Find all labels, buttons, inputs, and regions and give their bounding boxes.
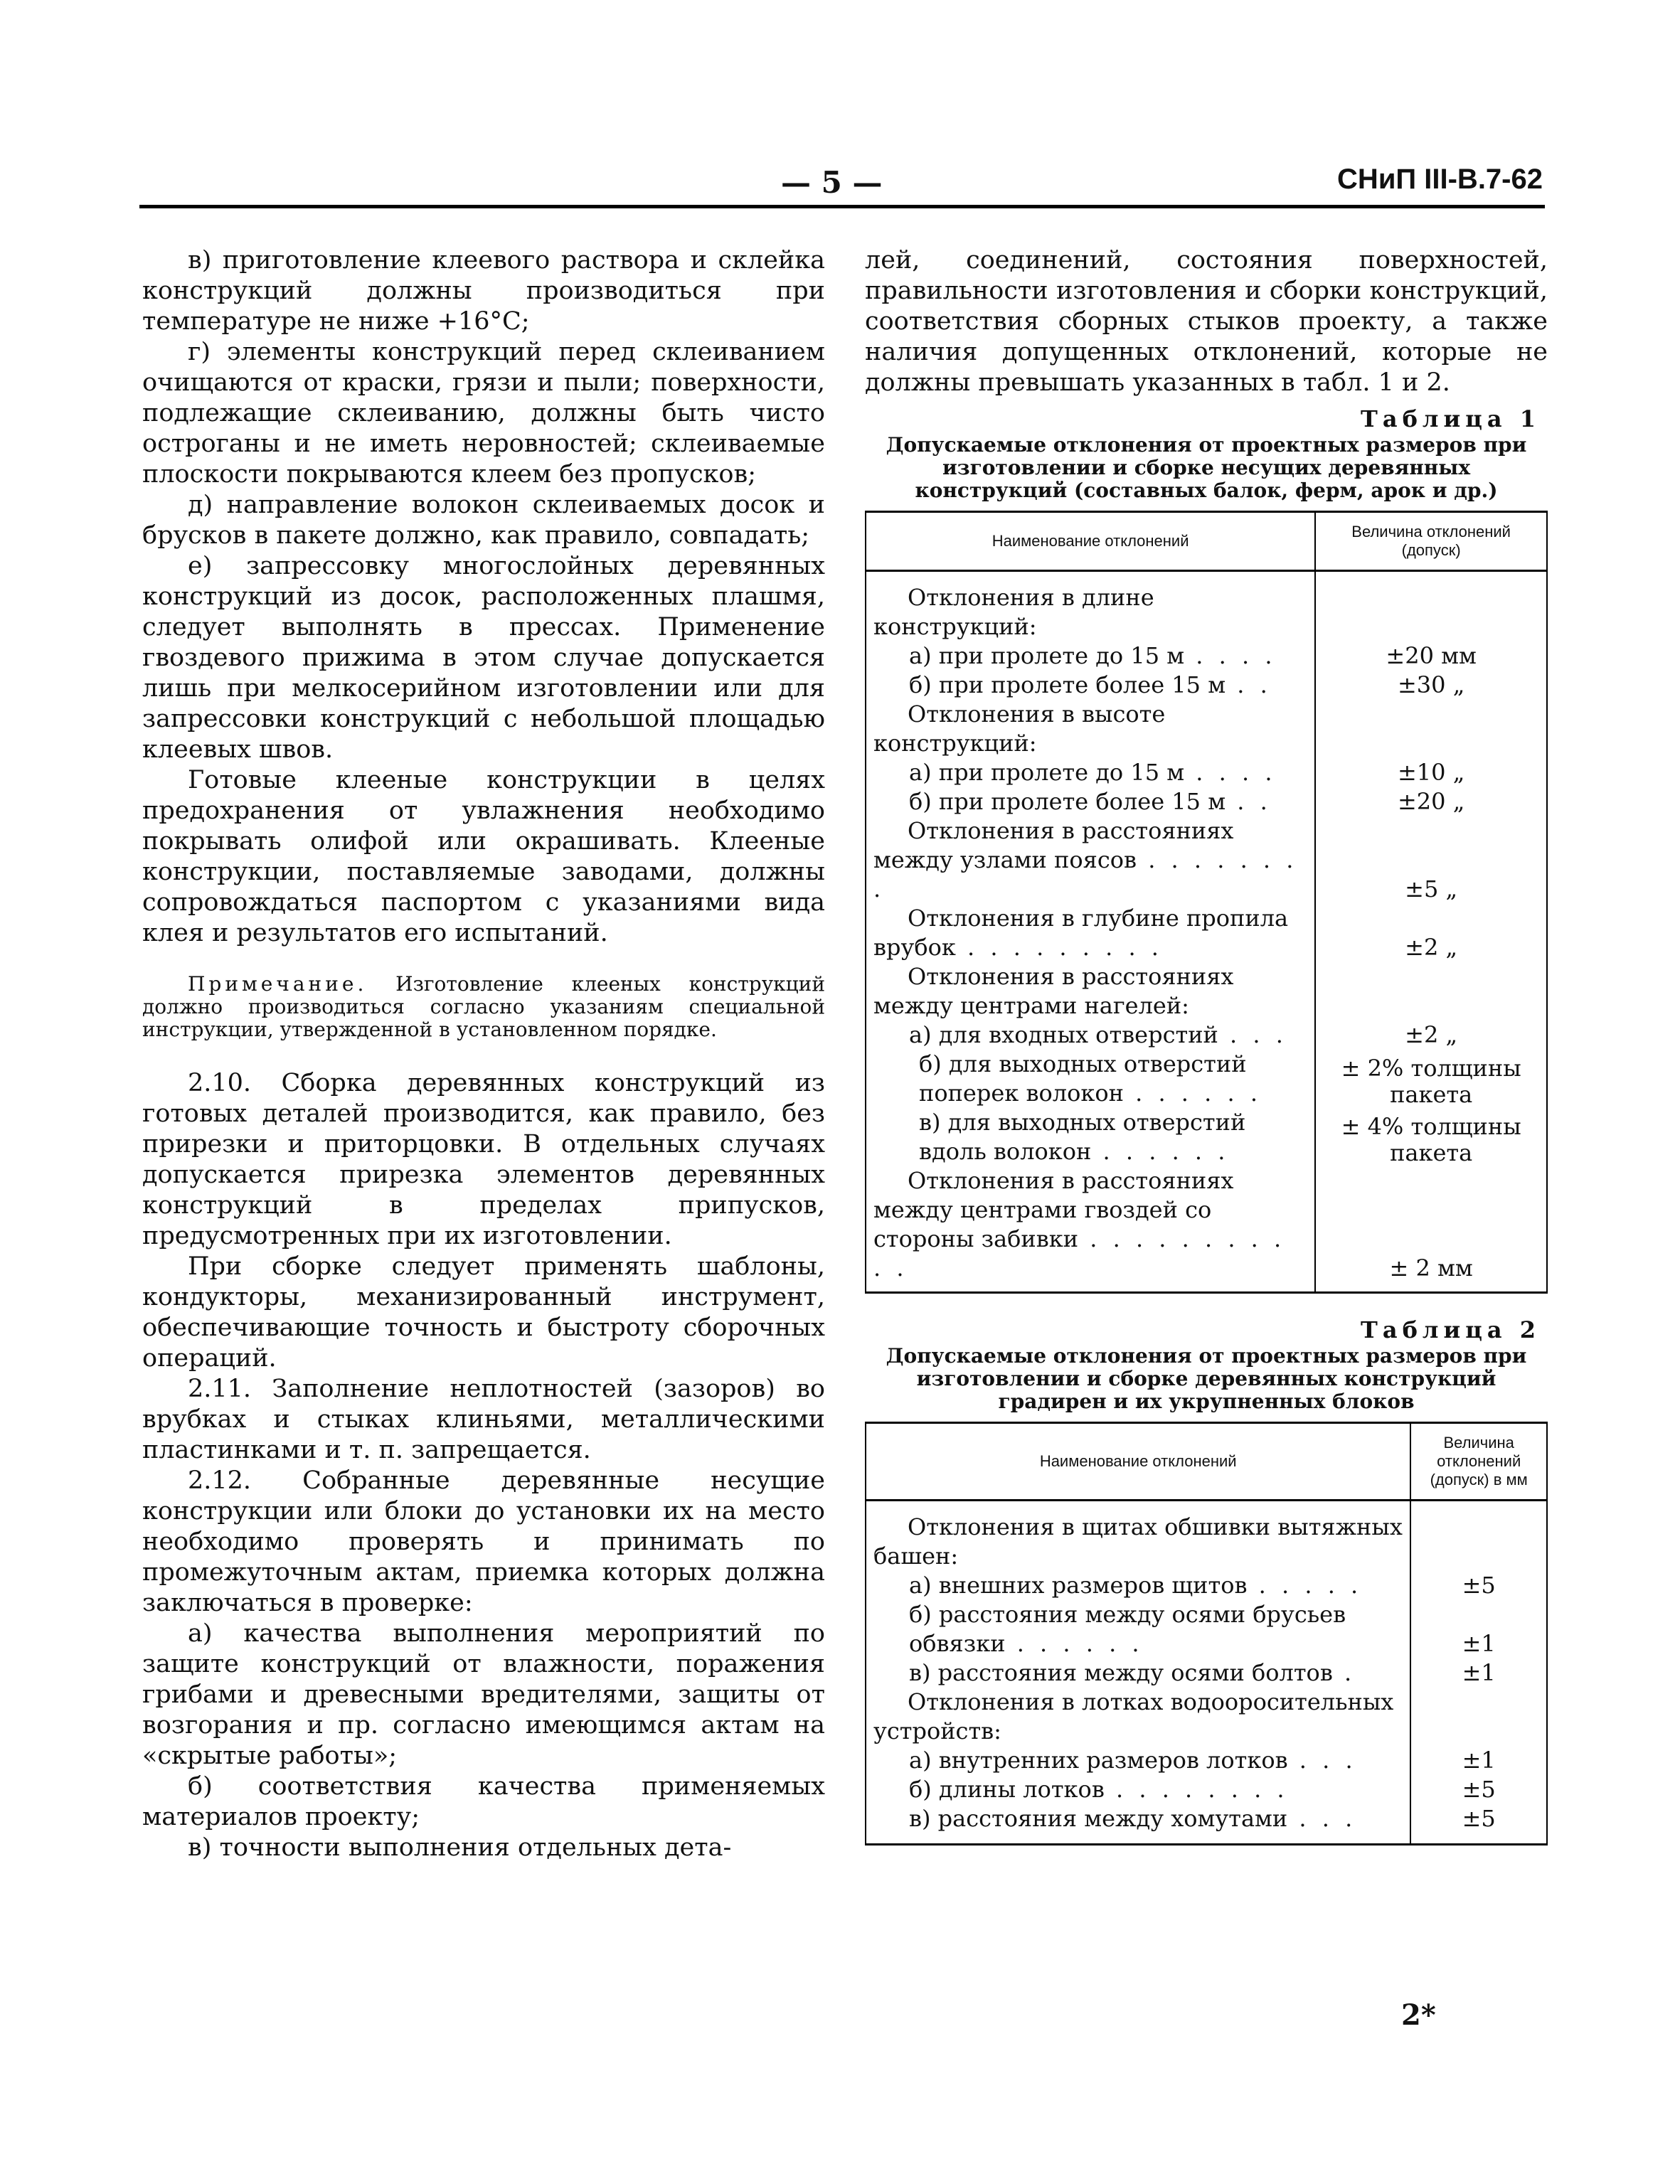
row-label: Отклонения в расстояниях между центрами гвоздей со стороны забивки <box>873 1167 1234 1252</box>
note-text: Изготовление клееных конструкций должно производиться согласно указаниям специальной инструкции, утвержденной в установленном порядке. <box>142 972 825 1041</box>
row-value: ±2 „ <box>1315 904 1547 962</box>
table-row: б) расстояния между осями брусьев обвязки . . . . . . <box>909 1601 1346 1657</box>
table1-col-value: Величина отклонений (допуск) <box>1315 512 1547 571</box>
paragraph: е) запрессовку многослойных деревянных конструкций из досок, расположенных плашмя, следует выполнять в прессах. Применение гвоздевого прижима в этом случае допускается лишь при мелкосерийном изготовлении или для запрессовки конструкций с небольшой площадью клеевых швов. <box>142 552 825 764</box>
row-value: ±5 <box>1410 1804 1547 1845</box>
table-row: в) для выходных отверстий вдоль волокон . . . . . . <box>919 1109 1246 1165</box>
paragraph: г) элементы конструкций перед склеиванием очищаются от краски, грязи и пыли; поверхности, подлежащие склеиванию, должны быть чисто остроганы и не иметь неровностей; склеиваемые плоскости покрываются клеем без пропусков; <box>142 338 825 489</box>
row-label: а) при пролете до 15 м <box>909 759 1185 786</box>
table1-number: Таблица 1 <box>1361 405 1541 432</box>
note <box>142 973 825 1041</box>
table-row: Отклонения в лотках водооросительных устройств: <box>873 1688 1394 1744</box>
table-row: Отклонения в глубине пропила врубок . . . . . . . . . <box>873 905 1289 961</box>
table-row: Отклонения в щитах обшивки вытяжных башен: <box>873 1513 1403 1570</box>
row-value: ±5 <box>1410 1775 1547 1804</box>
table-row: Отклонения в расстояниях между узлами поясов . . . . . . . . <box>873 817 1298 902</box>
paragraph: 2.11. Заполнение неплотностей (зазоров) во врубках и стыках клиньями, металлическими пластинками и т. п. запрещается. <box>142 1375 825 1464</box>
table-row: Отклонения в длине конструкций: <box>873 584 1154 640</box>
row-label: а) внешних размеров щитов <box>909 1572 1248 1599</box>
table-row: Отклонения в расстояниях между центрами гвоздей со стороны забивки . . . . . . . . . . . <box>873 1167 1286 1282</box>
table-row: б) при пролете более 15 м . . <box>909 788 1272 815</box>
table1-col-name: Наименование отклонений <box>866 512 1315 571</box>
row-label: Отклонения в глубине пропила врубок <box>873 905 1289 961</box>
row-label: в) расстояния между хомутами <box>909 1805 1288 1832</box>
table-row: а) внутренних размеров лотков . . . <box>909 1747 1357 1774</box>
table-row: б) длины лотков . . . . . . . . <box>909 1776 1289 1803</box>
row-value: ± 4% толщины пакета <box>1315 1108 1547 1166</box>
row-value: ±30 „ <box>1315 671 1547 700</box>
note-label: Примечание. <box>188 972 368 996</box>
table-row: а) при пролете до 15 м . . . . <box>909 642 1277 669</box>
row-label: б) при пролете более 15 м <box>909 671 1226 698</box>
row-label: б) длины лотков <box>909 1776 1105 1803</box>
document-code: СНиП III-В.7-62 <box>1337 164 1543 195</box>
table-row: б) при пролете более 15 м . . <box>909 671 1272 698</box>
row-value: ±10 „ <box>1315 758 1547 787</box>
row-value: ±2 „ <box>1315 1021 1547 1050</box>
row-value: ±1 <box>1410 1600 1547 1658</box>
paragraph: а) качества выполнения мероприятий по защите конструкций от влажности, поражения грибами и древесными вредителями, защиты от возгорания и пр. согласно имеющимся актам на «скрытые работы»; <box>142 1619 825 1770</box>
table-row: а) внешних размеров щитов . . . . . <box>909 1572 1363 1599</box>
paragraph: При сборке следует применять шаблоны, кондукторы, механизированный инструмент, обеспечивающие точность и быстроту сборочных операций. <box>142 1252 825 1373</box>
paragraph: Готовые клееные конструкции в целях предохранения от увлажнения необходимо покрывать олифой или окрашивать. Клееные конструкции, поставляемые заводами, должны сопровождаться паспортом с указаниями вида клея и результатов его испытаний. <box>142 766 825 947</box>
table-row: Отклонения в расстояниях между центрами нагелей: <box>873 963 1234 1019</box>
row-value: ±5 „ <box>1315 816 1547 904</box>
left-column <box>142 245 825 1863</box>
row-label: Отклонения в расстояниях между узлами поясов <box>873 817 1234 873</box>
paragraph: в) приготовление клеевого раствора и склейка конструкций должны производиться при температуре не ниже +16°С; <box>142 246 825 336</box>
paragraph: 2.10. Сборка деревянных конструкций из готовых деталей производится, как правило, без прирезки и приторцовки. В отдельных случаях допускается прирезка элементов деревянных конструкций в пределах припусков, предусмотренных при их изготовлении. <box>142 1069 825 1250</box>
paragraph: б) соответствия качества применяемых материалов проекту; <box>142 1772 825 1831</box>
table-row: а) для входных отверстий . . . <box>909 1021 1287 1048</box>
row-label: б) при пролете более 15 м <box>909 788 1226 815</box>
row-value: ±5 <box>1410 1571 1547 1600</box>
table2-number: Таблица 2 <box>1361 1316 1541 1343</box>
table2-col-value: Величина отклонений (допуск) в мм <box>1410 1423 1547 1501</box>
paragraph: 2.12. Собранные деревянные несущие конструкции или блоки до установки их на место необходимо проверять и принимать по промежуточным актам, приемка которых должна заключаться в проверке: <box>142 1466 825 1617</box>
row-label: в) расстояния между осями болтов <box>909 1659 1333 1686</box>
table2-title: Допускаемые отклонения от проектных размеров при изготовлении и сборке деревянных конструкций градирен и их укрупненных блоков <box>886 1344 1527 1413</box>
row-label: б) расстояния между осями брусьев обвязки <box>909 1601 1346 1657</box>
row-value: ±1 <box>1410 1658 1547 1688</box>
row-label: а) внутренних размеров лотков <box>909 1747 1288 1774</box>
row-value: ± 2% толщины пакета <box>1315 1050 1547 1108</box>
paragraph: лей, соединений, состояния поверхностей, правильности изготовления и сборки конструкций, соответствия сборных стыков проекту, а также наличия допущенных отклонений, которые не должны превышать указанных в табл. 1 и 2. <box>865 246 1548 397</box>
table1-title: Допускаемые отклонения от проектных размеров при изготовлении и сборке несущих деревянных конструкций (составных балок, ферм, арок и др.) <box>886 433 1527 502</box>
table-row: в) расстояния между осями болтов . <box>909 1659 1356 1686</box>
signature-mark: 2* <box>1401 1998 1436 2032</box>
row-label: б) для выходных отверстий поперек волокон <box>919 1050 1247 1107</box>
paragraph: д) направление волокон склеиваемых досок и брусков в пакете должно, как правило, совпадать; <box>142 491 825 550</box>
paragraph: в) точности выполнения отдельных дета- <box>188 1833 732 1862</box>
row-label: а) при пролете до 15 м <box>909 642 1185 669</box>
row-label: в) для выходных отверстий вдоль волокон <box>919 1109 1246 1165</box>
row-value: ±1 <box>1410 1746 1547 1775</box>
header-rule <box>139 205 1545 208</box>
row-value: ± 2 мм <box>1315 1166 1547 1293</box>
table-row: в) расстояния между хомутами . . . <box>909 1805 1357 1832</box>
row-value: ±20 „ <box>1315 787 1547 816</box>
table-row: б) для выходных отверстий поперек волокон . . . . . . <box>919 1050 1262 1107</box>
table2-col-name: Наименование отклонений <box>866 1423 1410 1501</box>
table-row: а) при пролете до 15 м . . . . <box>909 759 1277 786</box>
table2 <box>865 1422 1548 1845</box>
table1 <box>865 511 1548 1294</box>
right-column <box>865 245 1548 1845</box>
row-value: ±20 мм <box>1315 641 1547 671</box>
row-label: а) для входных отверстий <box>909 1021 1218 1048</box>
page-number: — 5 — <box>781 165 883 200</box>
table-row: Отклонения в высоте конструкций: <box>873 701 1166 757</box>
